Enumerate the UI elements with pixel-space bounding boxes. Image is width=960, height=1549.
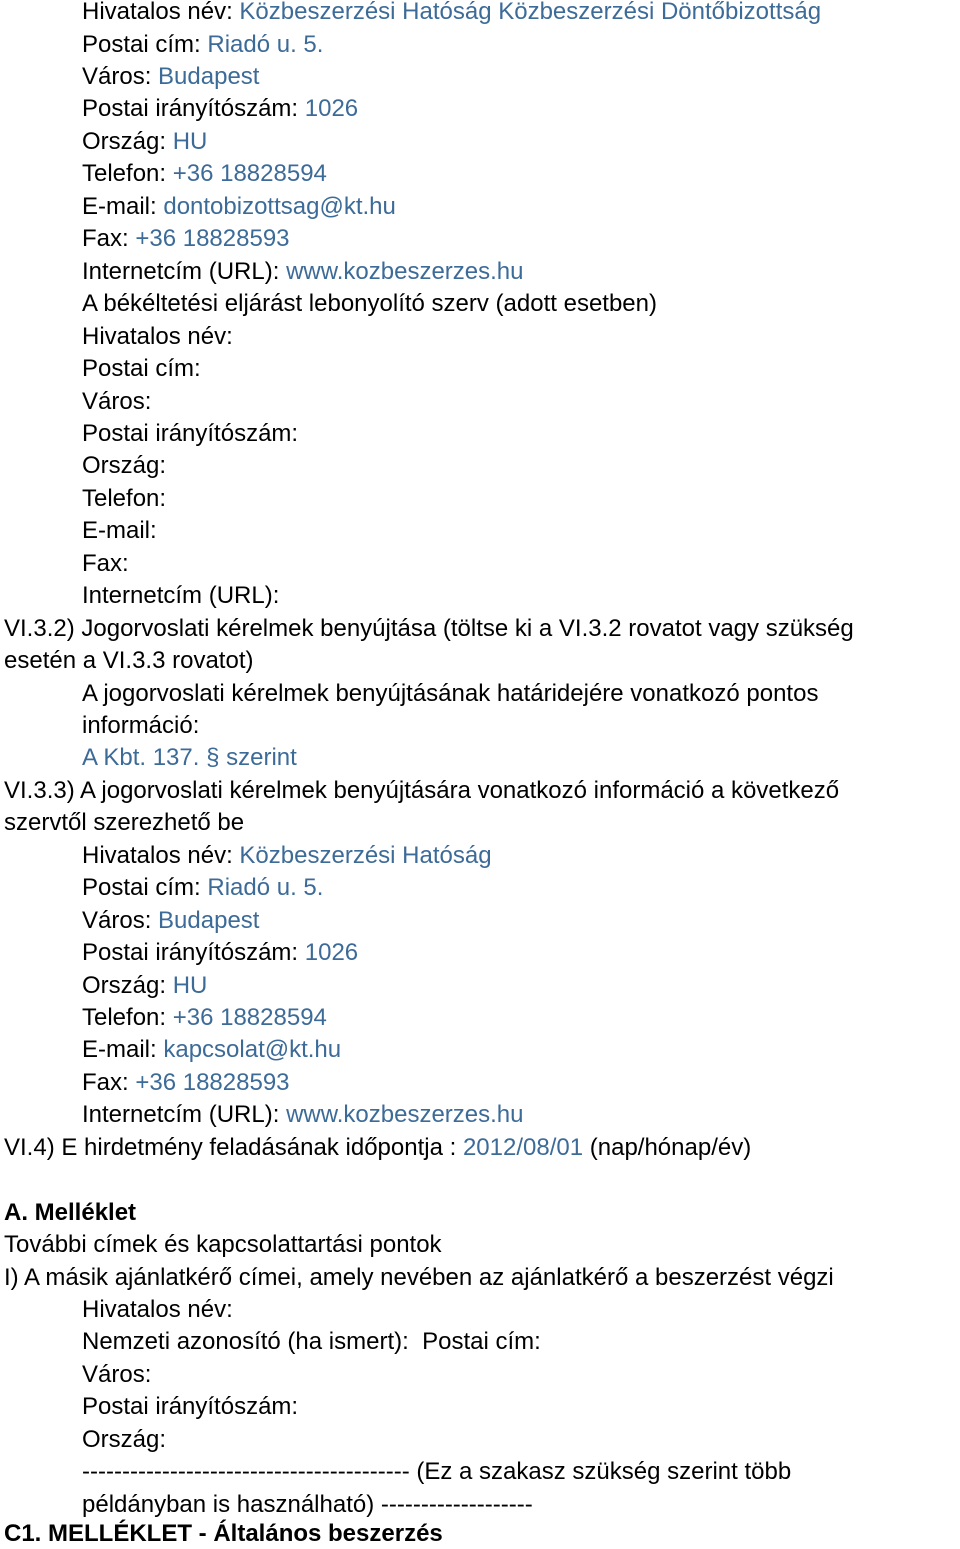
vi33-url-label: Internetcím (URL): bbox=[82, 1101, 280, 1128]
vi33-city-value: Budapest bbox=[158, 907, 260, 934]
vi33-url-link[interactable]: www.kozbeszerzes.hu bbox=[286, 1101, 524, 1128]
mediation-country-label: Ország: bbox=[82, 452, 167, 479]
vi33-phone-row bbox=[82, 1003, 327, 1033]
vi33-official-name-row bbox=[82, 841, 492, 871]
vi33-email-row bbox=[82, 1035, 341, 1065]
annex-a-note-line1: ----------------------------------------- (Ez a szakasz szükség szerint több bbox=[82, 1458, 792, 1485]
vi33-fax-row bbox=[82, 1068, 290, 1098]
annex-a-title: A. Melléklet bbox=[4, 1199, 137, 1226]
postcode-value: 1026 bbox=[304, 95, 359, 122]
annex-a-id-address-row bbox=[82, 1327, 541, 1357]
mediation-city-label: Város: bbox=[82, 388, 152, 415]
vi32-heading-line1: VI.3.2) Jogorvoslati kérelmek benyújtása (töltse ki a VI.3.2 rovatot vagy szükség bbox=[4, 615, 854, 642]
fax-value: +36 18828593 bbox=[135, 225, 290, 252]
country-row bbox=[82, 127, 207, 157]
vi33-heading-line2: szervtől szerezhető be bbox=[4, 809, 245, 836]
vi33-email-link[interactable]: kapcsolat@kt.hu bbox=[163, 1036, 342, 1063]
postcode-label: Postai irányítószám: bbox=[82, 95, 299, 122]
vi33-phone-label: Telefon: bbox=[82, 1004, 167, 1031]
vi32-text-line1: A jogorvoslati kérelmek benyújtásának határidejére vonatkozó pontos bbox=[82, 680, 819, 707]
vi33-url-row bbox=[82, 1100, 524, 1130]
url-label: Internetcím (URL): bbox=[82, 258, 280, 285]
email-label: E-mail: bbox=[82, 193, 157, 220]
phone-value: +36 18828594 bbox=[172, 160, 327, 187]
mediation-heading: A békéltetési eljárást lebonyolító szerv (adott esetben) bbox=[82, 290, 657, 317]
phone-row bbox=[82, 159, 327, 189]
postal-address-row bbox=[82, 30, 323, 60]
vi4-format: (nap/hónap/év) bbox=[589, 1134, 752, 1161]
mediation-official-name-label: Hivatalos név: bbox=[82, 323, 233, 350]
postal-address-label: Postai cím: bbox=[82, 31, 201, 58]
annex-a-subtitle: További címek és kapcsolattartási pontok bbox=[4, 1231, 442, 1258]
vi33-city-row bbox=[82, 906, 259, 936]
city-row bbox=[82, 62, 259, 92]
vi32-heading-line2: esetén a VI.3.3 rovatot) bbox=[4, 647, 254, 674]
postcode-row bbox=[82, 94, 358, 124]
city-value: Budapest bbox=[158, 63, 260, 90]
vi33-postal-address-label: Postai cím: bbox=[82, 874, 201, 901]
vi33-postcode-row bbox=[82, 938, 358, 968]
vi4-label: VI.4) E hirdetmény feladásának időpontja : bbox=[4, 1134, 457, 1161]
vi33-postcode-value: 1026 bbox=[304, 939, 359, 966]
annex-a-city-label: Város: bbox=[82, 1361, 152, 1388]
annex-a-official-name-label: Hivatalos név: bbox=[82, 1296, 233, 1323]
vi33-postal-address-value: Riadó u. 5. bbox=[207, 874, 324, 901]
mediation-phone-label: Telefon: bbox=[82, 485, 167, 512]
mediation-postal-address-label: Postai cím: bbox=[82, 355, 201, 382]
annex-a-postal-address-label: Postai cím: bbox=[422, 1328, 541, 1355]
vi33-fax-label: Fax: bbox=[82, 1069, 129, 1096]
official-name-value: Közbeszerzési Hatóság Közbeszerzési Döntőbizottság bbox=[239, 0, 822, 25]
mediation-fax-label: Fax: bbox=[82, 550, 129, 577]
email-row bbox=[82, 192, 396, 222]
annex-a-section-i: I) A másik ajánlatkérő címei, amely nevében az ajánlatkérő a beszerzést végzi bbox=[4, 1264, 834, 1291]
url-link[interactable]: www.kozbeszerzes.hu bbox=[286, 258, 524, 285]
mediation-url-label: Internetcím (URL): bbox=[82, 582, 280, 609]
annex-a-national-id-label: Nemzeti azonosító (ha ismert): bbox=[82, 1328, 409, 1355]
vi33-email-label: E-mail: bbox=[82, 1036, 157, 1063]
vi33-official-name-label: Hivatalos név: bbox=[82, 842, 233, 869]
phone-label: Telefon: bbox=[82, 160, 167, 187]
vi32-deadline-value: A Kbt. 137. § szerint bbox=[82, 744, 297, 771]
vi32-text-line2: információ: bbox=[82, 712, 200, 739]
official-name-row bbox=[82, 0, 821, 27]
mediation-email-label: E-mail: bbox=[82, 517, 157, 544]
postal-address-value: Riadó u. 5. bbox=[207, 31, 324, 58]
vi33-heading-line1: VI.3.3) A jogorvoslati kérelmek benyújtására vonatkozó információ a következő bbox=[4, 777, 840, 804]
vi33-postal-address-row bbox=[82, 873, 323, 903]
vi33-country-label: Ország: bbox=[82, 972, 167, 999]
vi33-city-label: Város: bbox=[82, 907, 152, 934]
mediation-postcode-label: Postai irányítószám: bbox=[82, 420, 299, 447]
vi4-row bbox=[4, 1133, 751, 1163]
vi33-phone-value: +36 18828594 bbox=[172, 1004, 327, 1031]
vi33-official-name-value: Közbeszerzési Hatóság bbox=[239, 842, 492, 869]
vi33-fax-value: +36 18828593 bbox=[135, 1069, 290, 1096]
country-label: Ország: bbox=[82, 128, 167, 155]
vi33-postcode-label: Postai irányítószám: bbox=[82, 939, 299, 966]
vi4-date: 2012/08/01 bbox=[462, 1134, 584, 1161]
annex-a-country-label: Ország: bbox=[82, 1426, 167, 1453]
vi33-country-row bbox=[82, 971, 207, 1001]
vi33-country-value: HU bbox=[172, 972, 208, 999]
annex-a-postcode-label: Postai irányítószám: bbox=[82, 1393, 299, 1420]
fax-label: Fax: bbox=[82, 225, 129, 252]
city-label: Város: bbox=[82, 63, 152, 90]
country-value: HU bbox=[172, 128, 208, 155]
official-name-label: Hivatalos név: bbox=[82, 0, 233, 25]
fax-row bbox=[82, 224, 290, 254]
annex-a-note-line2: példányban is használható) ------------------- bbox=[82, 1491, 533, 1518]
url-row bbox=[82, 257, 524, 287]
email-link[interactable]: dontobizottsag@kt.hu bbox=[163, 193, 396, 220]
annex-c1-title: C1. MELLÉKLET - Általános beszerzés bbox=[4, 1520, 443, 1547]
